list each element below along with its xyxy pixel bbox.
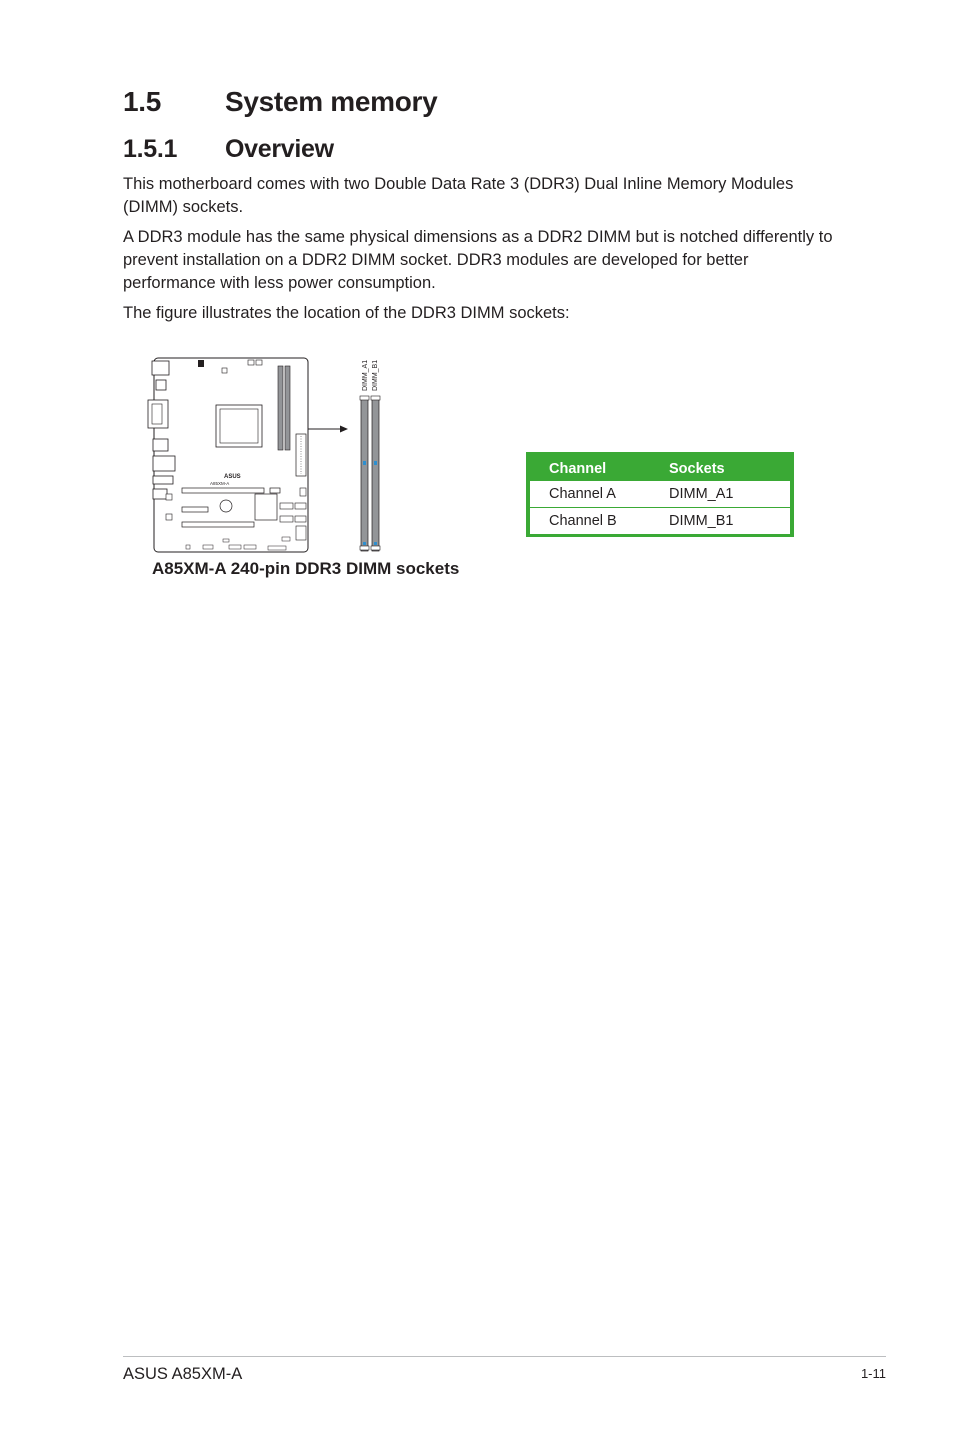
table-header-row	[530, 456, 790, 481]
table-row	[530, 481, 790, 507]
board-dimm-slot-a1	[278, 366, 283, 450]
dimm-a1-label: DIMM_A1	[362, 359, 369, 391]
dimm-slot-a1-enlarged	[361, 398, 368, 551]
cell-socket: DIMM_A1	[669, 486, 734, 502]
arrow-icon	[340, 426, 348, 433]
dimm-b1-label: DIMM_B1	[372, 359, 379, 391]
subsection-number: 1.5.1	[123, 135, 178, 163]
subsection-title: Overview	[225, 135, 334, 163]
channel-sockets-table	[526, 452, 794, 537]
motherboard-diagram	[130, 348, 410, 563]
board-dimm-slot-b1	[285, 366, 290, 450]
section-number: 1.5	[123, 86, 162, 117]
cell-socket: DIMM_B1	[669, 513, 734, 529]
ddr3-description-paragraph: A DDR3 module has the same physical dimensions as a DDR2 DIMM but is notched differently to prevent installation on a DDR2 DIMM socket. DDR3 modules are developed for better performance with less power consumption.	[123, 228, 833, 292]
cell-channel: Channel A	[549, 486, 616, 502]
section-title: System memory	[225, 86, 438, 117]
header-sockets: Sockets	[669, 460, 725, 477]
header-channel: Channel	[549, 460, 607, 477]
figure-caption: A85XM-A 240-pin DDR3 DIMM sockets	[152, 559, 460, 578]
subsection-heading	[123, 135, 334, 164]
footer-product-name: ASUS A85XM-A	[123, 1365, 243, 1383]
footer-page-number: 1-11	[860, 1366, 886, 1381]
dimm-slot-b1-enlarged	[372, 398, 379, 551]
board-model-label: A85XM-A	[210, 481, 230, 486]
cell-channel: Channel B	[549, 513, 617, 529]
board-logo: ASUS	[224, 474, 241, 480]
intro-paragraph: This motherboard comes with two Double Data Rate 3 (DDR3) Dual Inline Memory Modules (DIMM) sockets.	[123, 175, 794, 216]
footer-divider	[123, 1356, 886, 1357]
section-heading	[123, 86, 437, 118]
table-row	[530, 507, 790, 534]
figure-intro-paragraph: The figure illustrates the location of the DDR3 DIMM sockets:	[123, 304, 570, 322]
